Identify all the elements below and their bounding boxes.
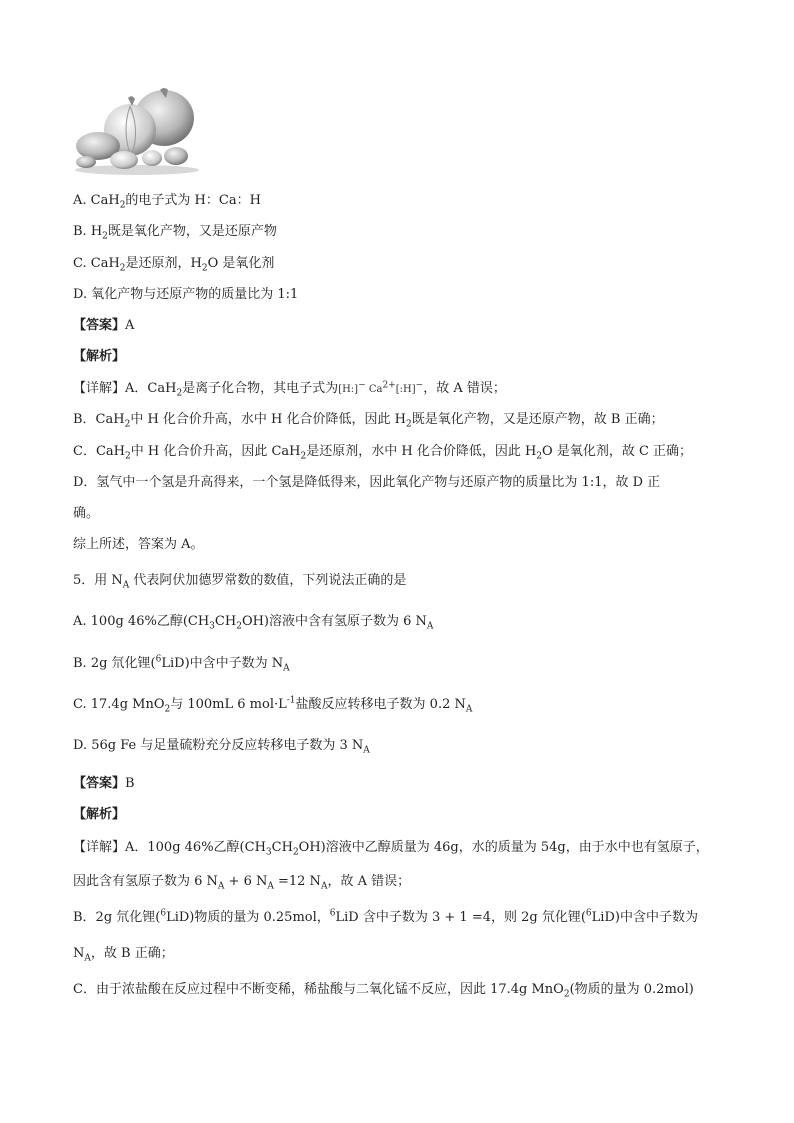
q5-detail-a: 【详解】A．100g 46%乙醇$(CH_3CH_2OH)$溶液中乙醇质量为 46g，水的质量为 54g，由于水中也有氢原子， [73, 840, 709, 858]
q4-option-a: A. CaH$_2$的电子式为 H：Ca：H [73, 193, 261, 211]
q4-answer: 【答案】A [73, 318, 135, 333]
q4-option-c: C. CaH$_2$是还原剂，$H_2O$ 是氧化剂 [73, 256, 275, 274]
garlic-image [72, 84, 202, 176]
q5-detail-b: B．2g 氘化锂($^6$LiD)物质的量为 0.25mol，$^6$LiD 含中子数为 3 + 1 =4，则 2g 氘化锂($^6$LiD)中含中子数为 [73, 908, 698, 925]
q5-stem: 5．用 $N_A$ 代表阿伏加德罗常数的数值，下列说法正确的是 [73, 573, 407, 591]
q5-analysis-label: 【解析】 [73, 807, 126, 822]
q5-detail-a-cont: 因此含有氢原子数为 6 $N_A + 6$ $N_A =12$ $N_A$，故 A 错误； [73, 874, 411, 892]
q5-detail-b-cont: $N_A$，故 B 正确； [73, 946, 174, 964]
q4-detail-c: C．CaH$_2$中 H 化合价升高，因此 CaH$_2$是还原剂，水中 H 化合价降低，因此 $H_2O$ 是氧化剂，故 C 正确； [73, 444, 693, 462]
q4-detail-d: D．氢气中一个氢是升高得来，一个氢是降低得来，因此氧化产物与还原产物的质量比为 1:1，故 D 正 [73, 475, 661, 490]
q4-option-b: B. $H_2$既是氧化产物，又是还原产物 [73, 224, 277, 242]
q4-detail-a: 【详解】A．CaH$_2$是离子化合物，其电子式为[H:]− $Ca^{2+}[:H]^-$，故 A 错误； [73, 380, 506, 399]
q5-option-b: B. 2g 氘化锂($^6$LiD)中含中子数为 $N_A$ [73, 654, 290, 674]
q5-detail-c: C．由于浓盐酸在反应过程中不断变稀，稀盐酸与二氧化锰不反应，因此 17.4g MnO$_2$(物质的量为 0.2mol) [73, 982, 694, 1000]
q4-analysis-label: 【解析】 [73, 349, 126, 364]
q5-option-d: D. 56g Fe 与足量硫粉充分反应转移电子数为 3 $N_A$ [73, 738, 370, 756]
q5-answer: 【答案】B [73, 776, 135, 791]
q4-summary: 综上所述，答案为 A。 [73, 537, 204, 552]
q5-option-c: C. 17.4g MnO$_2$与 100mL 6 $mol\cdot L^{-1}$盐酸反应转移电子数为 0.2 $N_A$ [73, 695, 473, 715]
q5-option-a: A. 100g 46%乙醇$(CH_3CH_2OH)$溶液中含有氢原子数为 6 $N_A$ [73, 614, 434, 632]
q4-option-d: D. 氧化产物与还原产物的质量比为 1:1 [73, 287, 299, 302]
q4-detail-b: B．CaH$_2$中 H 化合价升高，水中 H 化合价降低，因此 $H_2$既是氧化产物，又是还原产物，故 B 正确； [73, 412, 664, 430]
q4-detail-d-cont: 确。 [73, 506, 100, 521]
